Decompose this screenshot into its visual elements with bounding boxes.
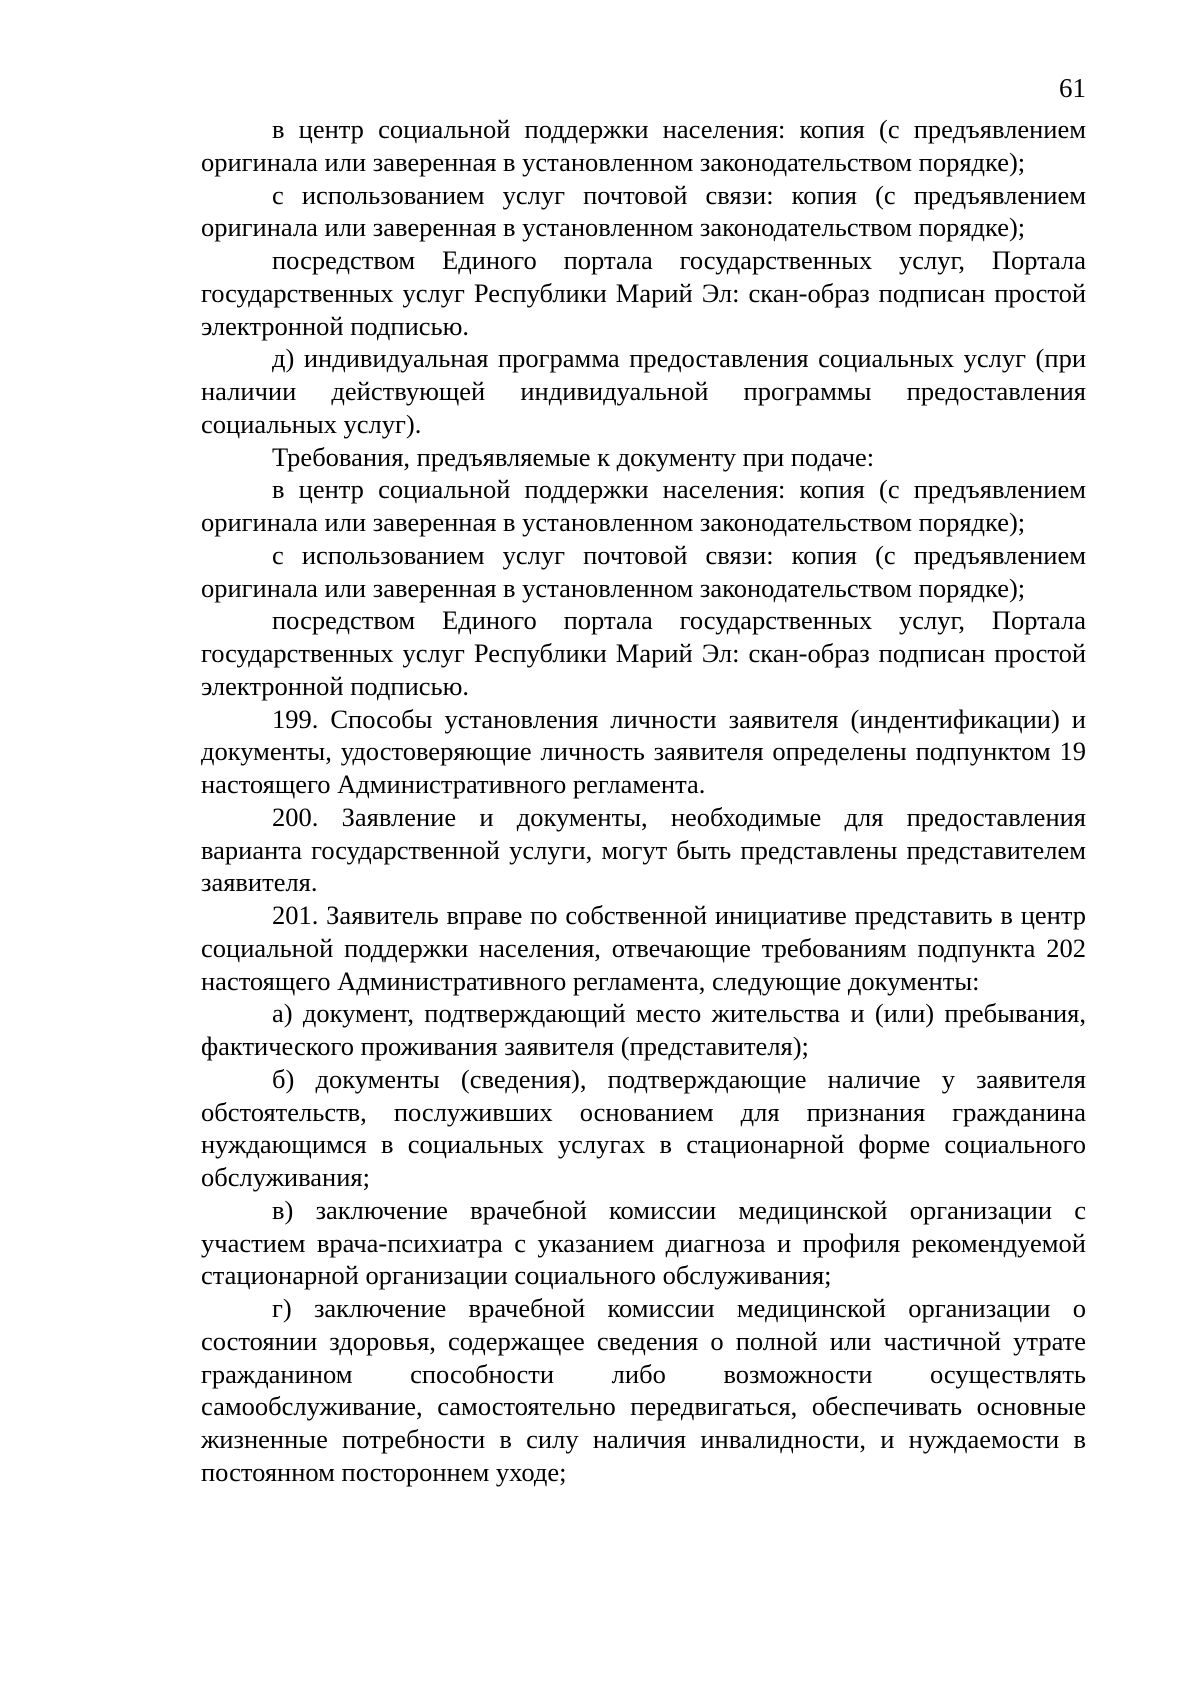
paragraph: 199. Способы установления личности заявителя (индентификации) и документы, удостоверяющие личность заявителя определены подпунктом 19 настоящего Административного регламента. (201, 703, 1086, 799)
paragraph: Требования, предъявляемые к документу при подаче: (272, 441, 875, 472)
page-number: 61 (1059, 73, 1086, 103)
paragraph: в) заключение врачебной комиссии медицинской организации с участием врача-психиатра с указанием диагноза и профиля рекомендуемой стационарной организации социального обслуживания; (201, 1194, 1086, 1291)
paragraph: с использованием услуг почтовой связи: копия (с предъявлением оригинала или заверенная в установленном законодательством порядке); (201, 179, 1086, 243)
paragraph: посредством Единого портала государственных услуг, Портала государственных услуг Республики Марий Эл: скан-образ подписан простой электронной подписью. (201, 245, 1086, 341)
document-body (201, 113, 1086, 1489)
paragraph: 201. Заявитель вправе по собственной инициативе представить в центр социальной поддержки населения, отвечающие требованиям подпункта 202 настоящего Административного регламента, следующие документы: (201, 900, 1086, 996)
paragraph: д) индивидуальная программа предоставления социальных услуг (при наличии действующей индивидуальной программы предоставления социальных услуг). (201, 343, 1086, 439)
paragraph: б) документы (сведения), подтверждающие наличие у заявителя обстоятельств, послуживших основанием для признания гражданина нуждающимся в социальных услугах в стационарной форме социального обслуживания; (201, 1063, 1086, 1192)
paragraph: г) заключение врачебной комиссии медицинской организации о состоянии здоровья, содержащее сведения о полной или частичной утрате гражданином способности либо возможности осуществлять самообслуживание, самостоятельно передвигаться, обеспечивать основные жизненные потребности в силу наличия инвалидности, и нуждаемости в постоянном постороннем уходе; (201, 1293, 1086, 1487)
paragraph: а) документ, подтверждающий место жительства и (или) пребывания, фактического проживания заявителя (представителя); (201, 998, 1086, 1061)
paragraph: с использованием услуг почтовой связи: копия (с предъявлением оригинала или заверенная в установленном законодательством порядке); (201, 539, 1086, 603)
paragraph: посредством Единого портала государственных услуг, Портала государственных услуг Республики Марий Эл: скан-образ подписан простой электронной подписью. (201, 605, 1086, 701)
paragraph: 200. Заявление и документы, необходимые для предоставления варианта государственной услуги, могут быть представлены представителем заявителя. (201, 801, 1086, 898)
paragraph: в центр социальной поддержки населения: копия (с предъявлением оригинала или заверенная в установленном законодательством порядке); (201, 114, 1086, 177)
paragraph: в центр социальной поддержки населения: копия (с предъявлением оригинала или заверенная в установленном законодательством порядке); (201, 474, 1086, 537)
